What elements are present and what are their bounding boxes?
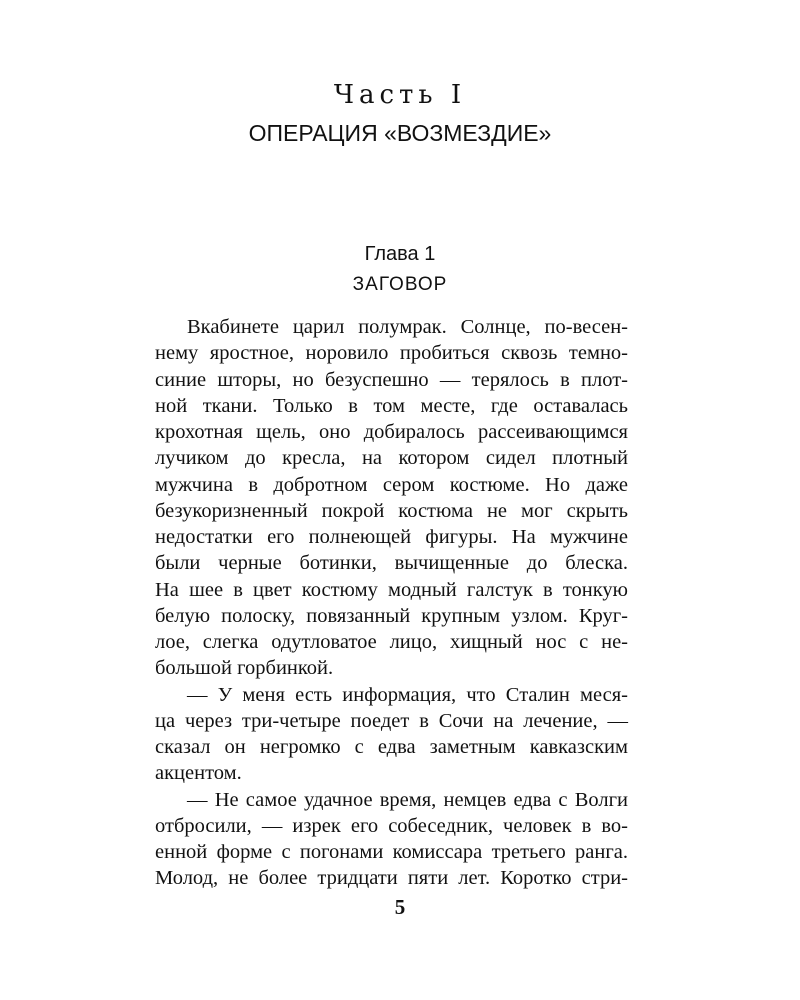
text-line: нему яростное, норовило пробиться сквозь темно- bbox=[155, 342, 628, 365]
text-line: лое, слегка одутловатое лицо, хищный нос с не- bbox=[155, 631, 628, 653]
body-text bbox=[155, 314, 628, 892]
text-line: ной ткани. Только в том месте, где оставалась bbox=[155, 394, 628, 417]
text-line: лучиком до кресла, на котором сидел плотный bbox=[155, 447, 628, 470]
text-line: синие шторы, но безуспешно — терялось в плот- bbox=[155, 368, 628, 391]
chapter-title: Глава 1 bbox=[364, 243, 436, 265]
text-line: Молод, не более тридцати пяти лет. Коротко стри- bbox=[155, 867, 628, 890]
chapter-subtitle: ЗАГОВОР bbox=[352, 274, 448, 295]
text-line: мужчина в добротном сером костюме. Но даже bbox=[155, 473, 628, 496]
text-line: — У меня есть информация, что Сталин меся- bbox=[187, 683, 628, 706]
part-title: Часть I bbox=[333, 80, 467, 110]
text-line: Вкабинете царил полумрак. Солнце, по-весен- bbox=[187, 316, 628, 338]
text-line: На шее в цвет костюму модный галстук в тонкую bbox=[155, 578, 628, 601]
text-line: ца через три-четыре поедет в Сочи на лечение, — bbox=[155, 709, 628, 732]
text-line: акцентом. bbox=[155, 762, 242, 785]
text-line: белую полоску, повязанный крупным узлом. Круг- bbox=[155, 604, 628, 627]
part-subtitle: ОПЕРАЦИЯ «ВОЗМЕЗДИЕ» bbox=[248, 120, 552, 146]
text-line: большой горбинкой. bbox=[155, 657, 334, 680]
text-line: — Не самое удачное время, немцев едва с Волги bbox=[187, 788, 628, 811]
text-line: отбросили, — изрек его собеседник, человек в во- bbox=[155, 814, 628, 837]
text-line: недостатки его полнеющей фигуры. На мужчине bbox=[155, 526, 628, 548]
page-number: 5 bbox=[394, 895, 406, 919]
text-line: крохотная щель, оно добиралось рассеивающимся bbox=[155, 421, 628, 443]
text-line: безукоризненный покрой костюма не мог скрыть bbox=[155, 499, 628, 522]
text-line: были черные ботинки, вычищенные до блеска. bbox=[155, 552, 628, 575]
text-line: енной форме с погонами комиссара третьего ранга. bbox=[155, 841, 628, 863]
text-line: сказал он негромко с едва заметным кавказским bbox=[155, 736, 628, 758]
